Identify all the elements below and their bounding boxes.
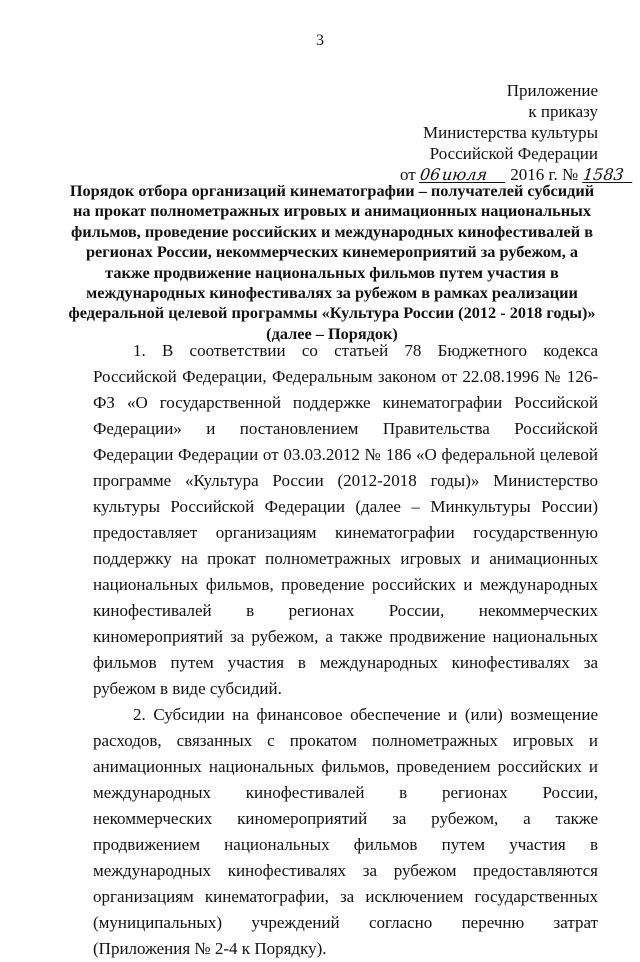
paragraph-1: 1. В соответствии со статьей 78 Бюджетного кодекса Российской Федерации, Федеральным законом от 22.08.1996 № 126-ФЗ «О государственной поддержке кинематографии Российской Федерации» и постановлением Правительства Российской Федерации Федерации от 03.03.2012 № 186 «О федеральной целевой программе «Культура России (2012-2018 годы)» Министерство культуры Российской Федерации (далее – Минкультуры России) предоставляет организациям кинематографии государственную поддержку на прокат полнометражных игровых и анимационных национальных фильмов, проведение российских и международных кинофестивалей в регионах России, некоммерческих киномероприятий за рубежом, а также продвижение национальных фильмов путем участия в международных кинофестивалях за рубежом в виде субсидий. [93, 341, 598, 698]
annex-federation-line: Российской Федерации [429, 144, 598, 163]
paragraph-2: 2. Субсидии на финансовое обеспечение и (или) возмещение расходов, связанных с прокатом полнометражных игровых и анимационных национальных фильмов, проведением российских и международных кинофестивалей в регионах России, некоммерческих киномероприятий за рубежом, а также продвижением национальных фильмов путем участия в международных кинофестивалях за рубежом предоставляются организациям кинематографии, за исключением государственных (муниципальных) учреждений согласно перечню затрат (Приложения № 2-4 к Порядку). [93, 705, 598, 958]
document-title: Порядок отбора организаций кинематографии – получателей субсидий на прокат полнометражных игровых и анимационных национальных фильмов, проведение российских и международных кинофестивалей в регионах России, некоммерческих кинемероприятий за рубежом, а также продвижение национальных фильмов путем участия в международных кинофестивалях за рубежом в рамках реализации федеральной целевой программы «Культура России (2012 - 2018 годы)» (далее – Порядок) [68, 181, 596, 343]
year-text: 2016 г. № [510, 165, 579, 184]
annex-title: Приложение [506, 81, 598, 100]
handwritten-order-number: 1583 [582, 167, 634, 183]
handwritten-day: 06 [419, 165, 442, 184]
document-body [93, 338, 598, 962]
annex-order-line: к приказу [528, 102, 598, 121]
handwritten-month: июля [441, 167, 507, 183]
annex-ministry-line: Министерства культуры [423, 123, 598, 142]
date-prefix: от [400, 165, 416, 184]
annex-header [400, 80, 625, 185]
page-number: 3 [316, 32, 324, 49]
